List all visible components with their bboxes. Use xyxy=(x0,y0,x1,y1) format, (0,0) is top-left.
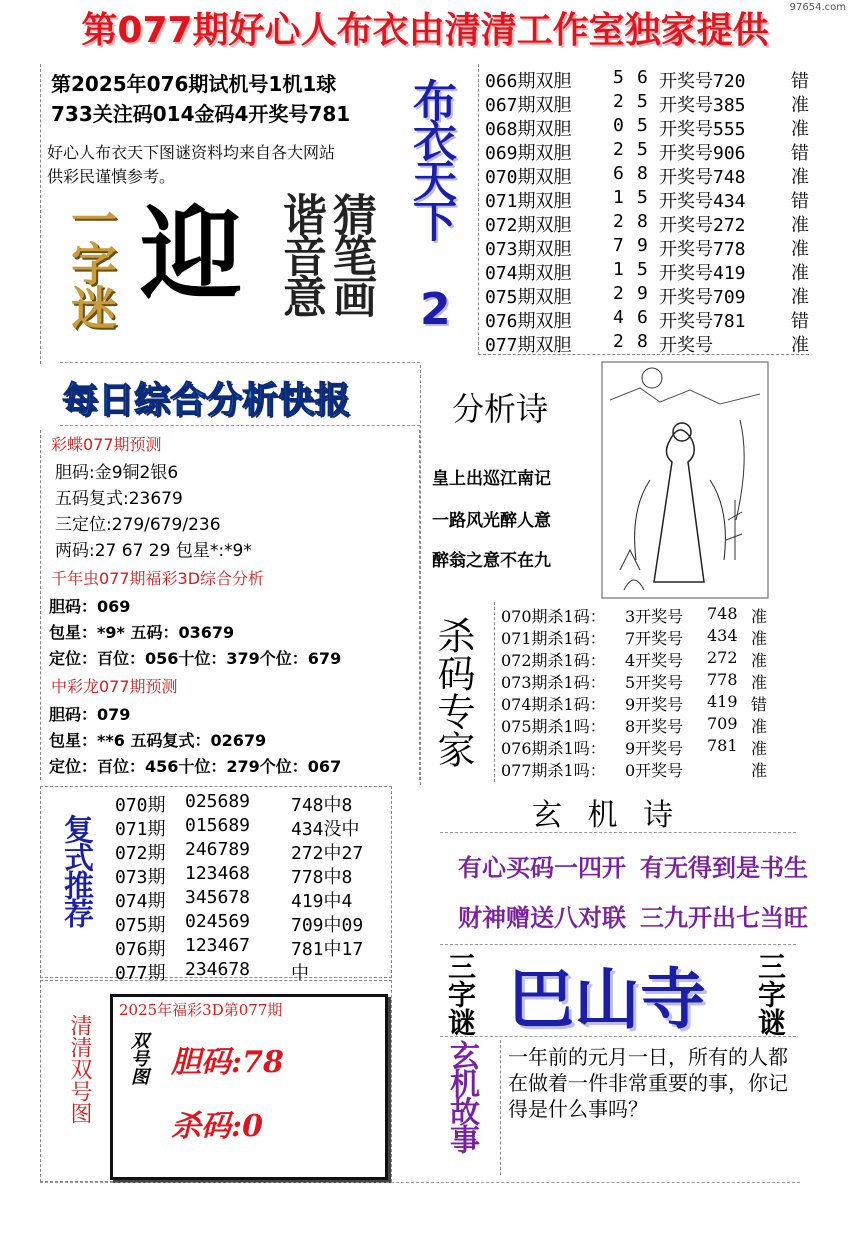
kill-result: 错 xyxy=(751,695,768,714)
poem-line-3: 醉翁之意不在九 xyxy=(432,551,551,571)
fushi-combo: 246789 xyxy=(185,839,251,860)
pair-result: 准 xyxy=(791,263,809,284)
kill-period: 070期杀1码： xyxy=(501,607,606,626)
fushi-result: 434没中 xyxy=(291,819,360,840)
divider-line xyxy=(60,425,420,426)
kill-draw: 419 xyxy=(707,692,738,711)
qiannian-line-3: 定位：百位：056十位：379个位：679 xyxy=(49,649,342,668)
xuanji-line-2b: 三九开出七当旺 xyxy=(640,904,808,932)
pair-draw: 开奖号720 xyxy=(659,71,746,92)
pair-draw: 开奖号555 xyxy=(659,119,746,140)
pair-b: 5 xyxy=(637,187,648,208)
pair-period: 072期双胆 xyxy=(485,215,572,236)
kill-period: 073期杀1码： xyxy=(501,673,606,692)
fushi-result: 中 xyxy=(291,963,309,984)
kill-draw: 748 xyxy=(707,604,738,623)
pair-draw: 开奖号748 xyxy=(659,167,746,188)
site-watermark: 97654.com xyxy=(789,2,846,13)
divider-line xyxy=(440,832,796,833)
kill-result: 准 xyxy=(751,629,768,648)
fushi-result: 781中17 xyxy=(291,939,364,960)
caidie-title: 彩蝶077期预测 xyxy=(51,435,162,454)
pair-result: 准 xyxy=(791,167,809,188)
pair-table xyxy=(478,64,809,355)
pair-period: 070期双胆 xyxy=(485,167,572,188)
caidie-line-1: 胆码:金9铜2银6 xyxy=(55,463,179,483)
fushi-result: 778中8 xyxy=(291,867,353,888)
pair-result: 准 xyxy=(791,335,809,356)
intro-line-1: 第2025年076期试机号1机1球 xyxy=(51,72,337,96)
sanzi-right-label: 三字谜 xyxy=(754,952,787,1036)
pair-period: 076期双胆 xyxy=(485,311,572,332)
pair-period: 068期双胆 xyxy=(485,119,572,140)
pair-b: 5 xyxy=(637,91,648,112)
kill-period: 077期杀1吗： xyxy=(501,761,606,780)
fushi-result: 272中27 xyxy=(291,843,364,864)
divider-line xyxy=(440,944,796,945)
xuanji-line-2a: 财神赠送八对联 xyxy=(458,904,626,932)
pair-b: 5 xyxy=(637,139,648,160)
kill-period: 075期杀1吗： xyxy=(501,717,606,736)
pair-a: 2 xyxy=(613,139,624,160)
story-text: 一年前的元月一日，所有的人都在做着一件非常重要的事，你记得是什么事吗？ xyxy=(508,1045,788,1121)
pair-period: 077期双胆 xyxy=(485,335,572,356)
pair-b: 8 xyxy=(637,331,648,352)
kill-result: 准 xyxy=(751,673,768,692)
divider-line xyxy=(40,1182,800,1183)
fushi-period: 074期 xyxy=(115,891,166,912)
divider-line xyxy=(60,362,420,363)
kill-result: 准 xyxy=(751,739,768,758)
kill-period: 076期杀1吗： xyxy=(501,739,606,758)
kill-code: 3开奖号 xyxy=(625,607,684,626)
pair-a: 7 xyxy=(613,235,624,256)
pair-period: 071期双胆 xyxy=(485,191,572,212)
pair-b: 5 xyxy=(637,259,648,280)
fushi-combo: 015689 xyxy=(185,815,251,836)
shuanghao-sha: 杀码:0 xyxy=(171,1109,263,1144)
qiannian-line-2: 包星：*9* 五码：03679 xyxy=(49,623,235,642)
pair-result: 错 xyxy=(791,311,809,332)
caidie-line-2: 五码复式:23679 xyxy=(55,489,183,509)
pair-b: 6 xyxy=(637,67,648,88)
kill-code: 9开奖号 xyxy=(625,695,684,714)
intro-line-4: 供彩民谨慎参考。 xyxy=(47,167,176,186)
divider-line xyxy=(500,1040,501,1175)
zhongcai-line-1: 胆码：079 xyxy=(49,705,131,724)
pair-draw: 开奖号906 xyxy=(659,143,746,164)
pair-a: 5 xyxy=(613,67,624,88)
pair-draw: 开奖号272 xyxy=(659,215,746,236)
xuanji-line-1b: 有无得到是书生 xyxy=(640,854,808,882)
fushi-period: 077期 xyxy=(115,963,166,984)
pair-draw: 开奖号419 xyxy=(659,263,746,284)
fushi-result: 419中4 xyxy=(291,891,353,912)
zhongcai-title: 中彩龙077期预测 xyxy=(51,677,178,696)
kill-code: 8开奖号 xyxy=(625,717,684,736)
pair-draw: 开奖号709 xyxy=(659,287,746,308)
qiannian-title: 千年虫077期福彩3D综合分析 xyxy=(51,569,265,588)
kill-draw: 778 xyxy=(707,670,738,689)
kill-draw: 434 xyxy=(707,626,738,645)
fushi-period: 072期 xyxy=(115,843,166,864)
poet-illustration xyxy=(600,360,770,600)
brand-number: 2 xyxy=(420,284,451,335)
pair-result: 准 xyxy=(791,215,809,236)
page-banner: 第077期好心人布衣由清清工作室独家提供 xyxy=(81,10,769,51)
pair-result: 准 xyxy=(791,239,809,260)
riddle-hint-col1: 猜笔画 xyxy=(325,192,376,315)
xuanji-line-1a: 有心买码一四开 xyxy=(458,854,626,882)
shuanghao-card xyxy=(110,994,388,1180)
kill-draw: 272 xyxy=(707,648,738,667)
caidie-line-4: 两码:27 67 29 包星*:*9* xyxy=(55,541,252,561)
divider-line xyxy=(420,365,421,785)
pair-period: 073期双胆 xyxy=(485,239,572,260)
pair-b: 8 xyxy=(637,211,648,232)
divider-line xyxy=(440,1036,796,1037)
intro-line-2: 733关注码014金码4开奖号781 xyxy=(51,102,351,126)
shuanghao-header: 2025年福彩3D第077期 xyxy=(119,1001,283,1019)
kill-result: 准 xyxy=(751,761,768,780)
pair-b: 5 xyxy=(637,115,648,136)
zhongcai-line-3: 定位：百位：456十位：279个位：067 xyxy=(49,757,342,776)
kill-result: 准 xyxy=(751,607,768,626)
kill-period: 074期杀1码： xyxy=(501,695,606,714)
pair-b: 8 xyxy=(637,163,648,184)
pair-a: 6 xyxy=(613,163,624,184)
fushi-period: 075期 xyxy=(115,915,166,936)
pair-result: 准 xyxy=(791,95,809,116)
pair-b: 6 xyxy=(637,307,648,328)
riddle-left-label: 一字迷 xyxy=(64,196,118,328)
fushi-title: 复式推荐 xyxy=(58,814,93,926)
pair-period: 074期双胆 xyxy=(485,263,572,284)
zhongcai-line-2: 包星：**6 五码复式：02679 xyxy=(49,731,267,750)
kill-code: 0开奖号 xyxy=(625,761,684,780)
fushi-table xyxy=(40,786,392,984)
kill-table xyxy=(494,602,787,782)
fushi-period: 073期 xyxy=(115,867,166,888)
analysis-block xyxy=(40,430,420,780)
pair-a: 2 xyxy=(613,91,624,112)
pair-b: 9 xyxy=(637,283,648,304)
pair-draw: 开奖号434 xyxy=(659,191,746,212)
fushi-combo: 345678 xyxy=(185,887,251,908)
kill-draw: 781 xyxy=(707,736,738,755)
shuanghao-side-label: 双号图 xyxy=(128,1031,149,1085)
poem-title: 分析诗 xyxy=(452,390,549,428)
pair-result: 准 xyxy=(791,119,809,140)
pair-draw: 开奖号385 xyxy=(659,95,746,116)
pair-a: 2 xyxy=(613,283,624,304)
pair-draw: 开奖号778 xyxy=(659,239,746,260)
pair-draw: 开奖号 xyxy=(659,335,713,356)
fushi-combo: 123468 xyxy=(185,863,251,884)
kill-draw: 709 xyxy=(707,714,738,733)
pair-a: 1 xyxy=(613,259,624,280)
kill-result: 准 xyxy=(751,717,768,736)
fushi-combo: 024569 xyxy=(185,911,251,932)
pair-result: 错 xyxy=(791,143,809,164)
kill-code: 9开奖号 xyxy=(625,739,684,758)
fushi-period: 070期 xyxy=(115,795,166,816)
poem-line-1: 皇上出巡江南记 xyxy=(432,469,551,489)
pair-a: 2 xyxy=(613,331,624,352)
fushi-period: 076期 xyxy=(115,939,166,960)
pair-a: 4 xyxy=(613,307,624,328)
pair-a: 1 xyxy=(613,187,624,208)
story-title: 玄机故事 xyxy=(444,1040,479,1152)
qingqing-title: 清清双号图 xyxy=(67,1014,92,1124)
pair-period: 067期双胆 xyxy=(485,95,572,116)
xuanji-title: 玄 机 诗 xyxy=(532,798,682,833)
pair-period: 066期双胆 xyxy=(485,71,572,92)
kill-result: 准 xyxy=(751,651,768,670)
pair-result: 错 xyxy=(791,191,809,212)
pair-result: 准 xyxy=(791,287,809,308)
kill-code: 5开奖号 xyxy=(625,673,684,692)
pair-period: 069期双胆 xyxy=(485,143,572,164)
kill-code-title: 杀码专家 xyxy=(431,616,475,768)
caidie-line-3: 三定位:279/679/236 xyxy=(55,515,221,535)
fushi-result: 709中09 xyxy=(291,915,364,936)
pair-a: 0 xyxy=(613,115,624,136)
brand-title: 布衣天下 xyxy=(405,78,456,238)
kill-code: 7开奖号 xyxy=(625,629,684,648)
fushi-combo: 234678 xyxy=(185,959,251,980)
fushi-combo: 025689 xyxy=(185,791,251,812)
pair-result: 错 xyxy=(791,71,809,92)
pair-b: 9 xyxy=(637,235,648,256)
pair-draw: 开奖号781 xyxy=(659,311,746,332)
intro-line-3: 好心人布衣天下图谜资料均来自各大网站 xyxy=(47,143,336,162)
sanzi-left-label: 三字谜 xyxy=(444,952,477,1036)
kill-period: 071期杀1码： xyxy=(501,629,606,648)
riddle-big-char: 迎 xyxy=(140,195,242,315)
sanzi-big-text: 巴山寺 xyxy=(508,961,706,1038)
qiannian-line-1: 胆码：069 xyxy=(49,597,131,616)
pair-a: 2 xyxy=(613,211,624,232)
poem-line-2: 一路风光醉人意 xyxy=(432,511,551,531)
riddle-hint-col2: 谐音意 xyxy=(275,192,326,315)
pair-period: 075期双胆 xyxy=(485,287,572,308)
fushi-result: 748中8 xyxy=(291,795,353,816)
shuanghao-dan: 胆码:78 xyxy=(171,1045,284,1080)
daily-report-title: 每日综合分析快报 xyxy=(62,380,351,421)
kill-code: 4开奖号 xyxy=(625,651,684,670)
kill-period: 072期杀1码： xyxy=(501,651,606,670)
fushi-combo: 123467 xyxy=(185,935,251,956)
fushi-period: 071期 xyxy=(115,819,166,840)
